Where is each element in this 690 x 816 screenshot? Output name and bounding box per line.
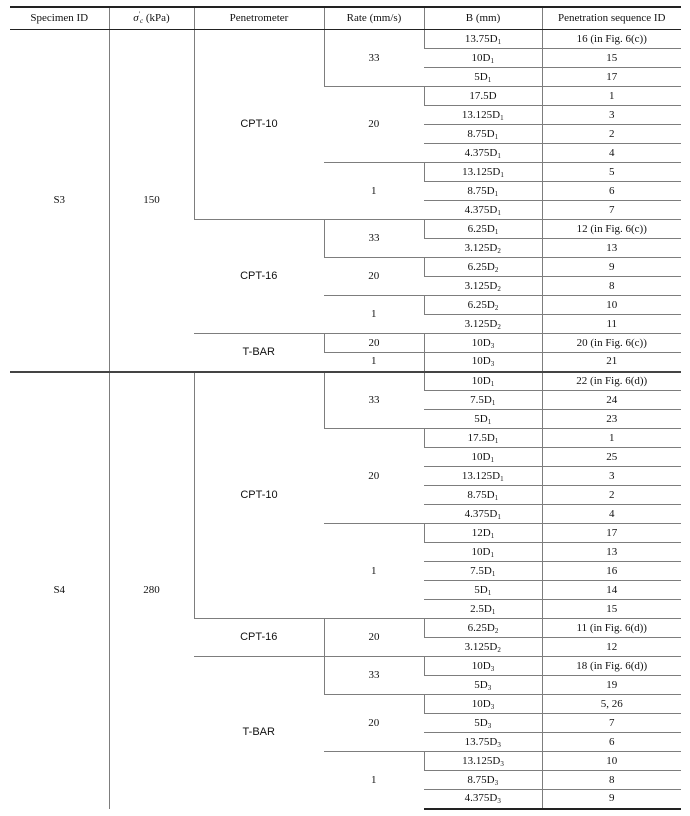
penetrometer-cell: T-BAR: [194, 657, 324, 809]
b-cell: $10D_3$: [424, 657, 542, 676]
sigma-unit: (kPa): [145, 12, 170, 24]
b-cell: $13.125D_1$: [424, 467, 542, 486]
b-cell: $10D_3$: [424, 695, 542, 714]
sequence-cell: 13: [542, 239, 681, 258]
rate-cell: 20: [324, 87, 424, 163]
sequence-cell: 11 (in Fig. 6(d)): [542, 619, 681, 638]
b-cell: $8.75D_1$: [424, 182, 542, 201]
b-cell: $13.125D_3$: [424, 752, 542, 771]
b-cell: $3.125D_2$: [424, 277, 542, 296]
sequence-cell: 3: [542, 467, 681, 486]
sequence-cell: 12: [542, 638, 681, 657]
rate-cell: 33: [324, 30, 424, 87]
rate-cell: 20: [324, 334, 424, 353]
rate-cell: 20: [324, 619, 424, 657]
table-row: [10, 372, 681, 391]
rate-cell: 20: [324, 258, 424, 296]
sequence-cell: 5: [542, 163, 681, 182]
penetrometer-cell: CPT-16: [194, 619, 324, 657]
specimen-cell: S4: [10, 372, 109, 809]
table-container: [10, 6, 681, 810]
rate-cell: 20: [324, 695, 424, 752]
sequence-cell: 8: [542, 277, 681, 296]
b-cell: $10D_1$: [424, 49, 542, 68]
sequence-cell: 17: [542, 68, 681, 87]
sequence-cell: 9: [542, 790, 681, 809]
rate-cell: 20: [324, 429, 424, 524]
sequence-cell: 10: [542, 296, 681, 315]
sequence-cell: 13: [542, 543, 681, 562]
b-cell: $6.25D_2$: [424, 619, 542, 638]
sequence-cell: 12 (in Fig. 6(c)): [542, 220, 681, 239]
b-cell: $4.375D_1$: [424, 144, 542, 163]
penetrometer-cell: CPT-10: [194, 30, 324, 220]
b-cell: $4.375D_1$: [424, 505, 542, 524]
sequence-cell: 9: [542, 258, 681, 277]
rate-cell: 1: [324, 163, 424, 220]
b-cell: $3.125D_2$: [424, 239, 542, 258]
b-cell: $6.25D_2$: [424, 258, 542, 277]
b-cell: $4.375D_1$: [424, 201, 542, 220]
sequence-cell: 17: [542, 524, 681, 543]
sequence-cell: 16: [542, 562, 681, 581]
sequence-cell: 15: [542, 600, 681, 619]
b-cell: $5D_1$: [424, 581, 542, 600]
b-cell: $10D_3$: [424, 353, 542, 372]
specimen-cell: S3: [10, 30, 109, 372]
rate-cell: 1: [324, 296, 424, 334]
b-cell: $17.5D_1$: [424, 429, 542, 448]
sequence-cell: 24: [542, 391, 681, 410]
sigma-cell: 150: [109, 30, 194, 372]
header-sequence-id: Penetration sequence ID: [542, 7, 681, 30]
header-b: B (mm): [424, 7, 542, 30]
b-cell: $2.5D_1$: [424, 600, 542, 619]
sequence-cell: 6: [542, 733, 681, 752]
b-cell: $5D_1$: [424, 410, 542, 429]
b-cell: 17.5D: [424, 87, 542, 106]
penetrometer-cell: CPT-10: [194, 372, 324, 619]
b-cell: $10D_1$: [424, 448, 542, 467]
rate-cell: 1: [324, 353, 424, 372]
sequence-cell: 23: [542, 410, 681, 429]
header-row: [10, 7, 681, 30]
b-cell: $5D_1$: [424, 68, 542, 87]
b-cell: $8.75D_3$: [424, 771, 542, 790]
rate-cell: 33: [324, 220, 424, 258]
sequence-cell: 14: [542, 581, 681, 600]
sequence-cell: 20 (in Fig. 6(c)): [542, 334, 681, 353]
sigma-cell: 280: [109, 372, 194, 809]
header-specimen-id: Specimen ID: [10, 7, 109, 30]
penetration-test-table: [10, 6, 681, 810]
b-cell: $5D_3$: [424, 714, 542, 733]
b-cell: $5D_3$: [424, 676, 542, 695]
table-row: [10, 30, 681, 49]
sequence-cell: 25: [542, 448, 681, 467]
b-cell: $7.5D_1$: [424, 562, 542, 581]
b-cell: $12D_1$: [424, 524, 542, 543]
penetrometer-cell: T-BAR: [194, 334, 324, 372]
b-cell: $7.5D_1$: [424, 391, 542, 410]
sequence-cell: 22 (in Fig. 6(d)): [542, 372, 681, 391]
header-sigma: [109, 7, 194, 30]
rate-cell: 33: [324, 657, 424, 695]
b-cell: $4.375D_3$: [424, 790, 542, 809]
b-cell: $6.25D_2$: [424, 296, 542, 315]
b-cell: $13.75D_3$: [424, 733, 542, 752]
header-penetrometer: Penetrometer: [194, 7, 324, 30]
b-cell: $3.125D_2$: [424, 315, 542, 334]
header-rate: Rate (mm/s): [324, 7, 424, 30]
sequence-cell: 1: [542, 87, 681, 106]
sequence-cell: 4: [542, 144, 681, 163]
sequence-cell: 4: [542, 505, 681, 524]
penetrometer-cell: CPT-16: [194, 220, 324, 334]
b-cell: $13.125D_1$: [424, 106, 542, 125]
sequence-cell: 15: [542, 49, 681, 68]
b-cell: $10D_1$: [424, 372, 542, 391]
sequence-cell: 11: [542, 315, 681, 334]
sequence-cell: 7: [542, 201, 681, 220]
b-cell: $10D_1$: [424, 543, 542, 562]
rate-cell: 33: [324, 372, 424, 429]
sigma-prime: ': [138, 10, 140, 19]
sequence-cell: 8: [542, 771, 681, 790]
sequence-cell: 21: [542, 353, 681, 372]
rate-cell: 1: [324, 752, 424, 809]
sequence-cell: 1: [542, 429, 681, 448]
sequence-cell: 18 (in Fig. 6(d)): [542, 657, 681, 676]
b-cell: $3.125D_2$: [424, 638, 542, 657]
sequence-cell: 16 (in Fig. 6(c)): [542, 30, 681, 49]
sequence-cell: 2: [542, 125, 681, 144]
sigma-subscript: c: [140, 17, 144, 25]
sequence-cell: 7: [542, 714, 681, 733]
sequence-cell: 2: [542, 486, 681, 505]
b-cell: $13.125D_1$: [424, 163, 542, 182]
sequence-cell: 19: [542, 676, 681, 695]
b-cell: $8.75D_1$: [424, 125, 542, 144]
sequence-cell: 3: [542, 106, 681, 125]
sequence-cell: 5, 26: [542, 695, 681, 714]
b-cell: $6.25D_1$: [424, 220, 542, 239]
b-cell: $8.75D_1$: [424, 486, 542, 505]
sigma-symbol: σ: [133, 12, 139, 24]
sequence-cell: 10: [542, 752, 681, 771]
rate-cell: 1: [324, 524, 424, 619]
b-cell: $13.75D_1$: [424, 30, 542, 49]
b-cell: $10D_3$: [424, 334, 542, 353]
sequence-cell: 6: [542, 182, 681, 201]
